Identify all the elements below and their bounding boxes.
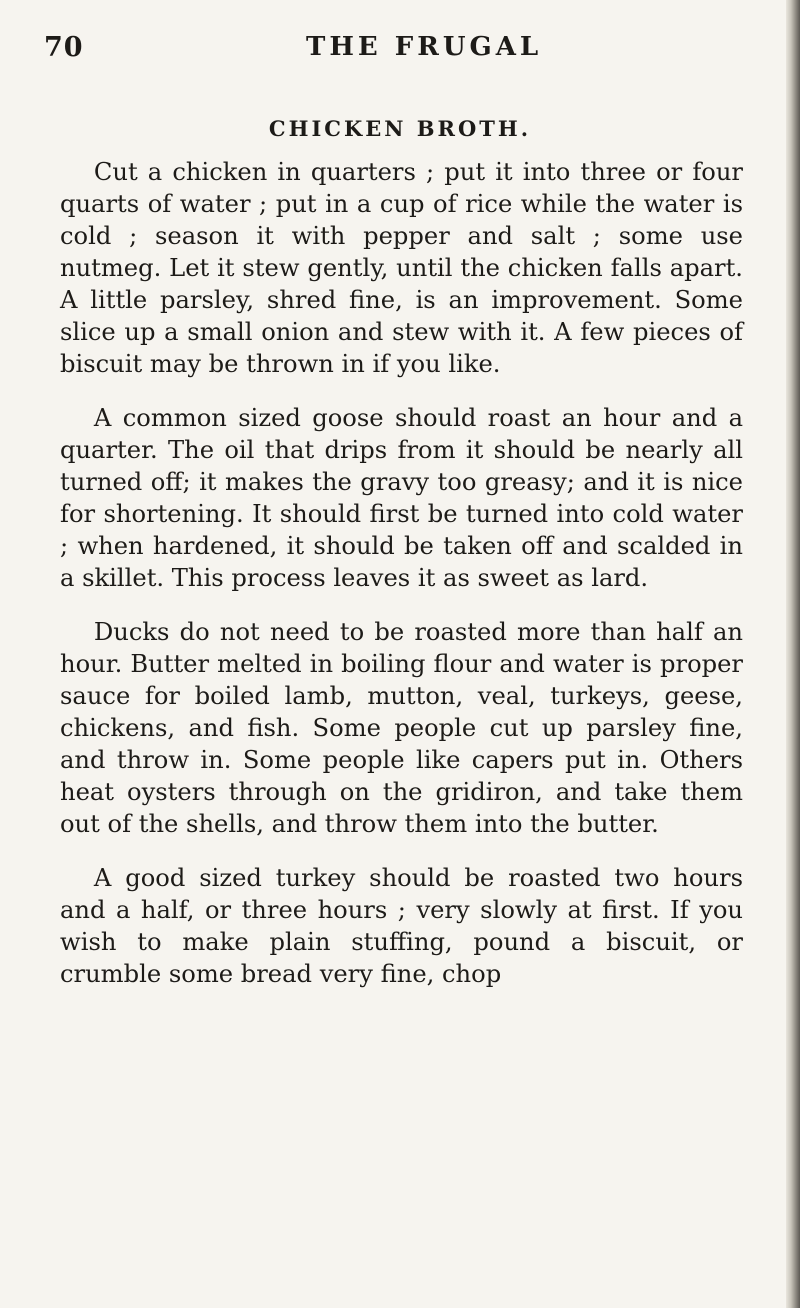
- page-edge-shadow: [786, 0, 800, 1308]
- running-head: THE FRUGAL: [306, 32, 543, 62]
- page-number: 70: [44, 32, 84, 63]
- paragraph-turkey: A good sized turkey should be roasted two hours and a half, or three hours ; very slowly at first. If you wish to make plain stuffing, pound a biscuit, or crumble some bread very fine, chop: [60, 864, 743, 988]
- paragraph-goose: A common sized goose should roast an hour and a quarter. The oil that drips from it should be nearly all turned off; it makes the gravy too greasy; and it is nice for shortening. It should first be turned into cold water ; when hardened, it should be taken off and scalded in a skillet. This process leaves it as sweet as lard.: [60, 404, 743, 592]
- body-text: [60, 156, 743, 990]
- page-header: [0, 30, 800, 70]
- section-title: CHICKEN BROTH.: [268, 116, 532, 141]
- paragraph-ducks-sauce: Ducks do not need to be roasted more than half an hour. Butter melted in boiling flour and water is proper sauce for boiled lamb, mutton, veal, turkeys, geese, chickens, and fish. Some people cut up parsley fine, and throw in. Some people like capers put in. Others heat oysters through on the gridiron, and take them out of the shells, and throw them into the butter.: [60, 618, 743, 838]
- paragraph-chicken-broth: Cut a chicken in quarters ; put it into three or four quarts of water ; put in a cup of rice while the water is cold ; season it with pepper and salt ; some use nutmeg. Let it stew gently, until the chicken falls apart. A little parsley, shred fine, is an improvement. Some slice up a small onion and stew with it. A few pieces of biscuit may be thrown in if you like.: [60, 158, 743, 378]
